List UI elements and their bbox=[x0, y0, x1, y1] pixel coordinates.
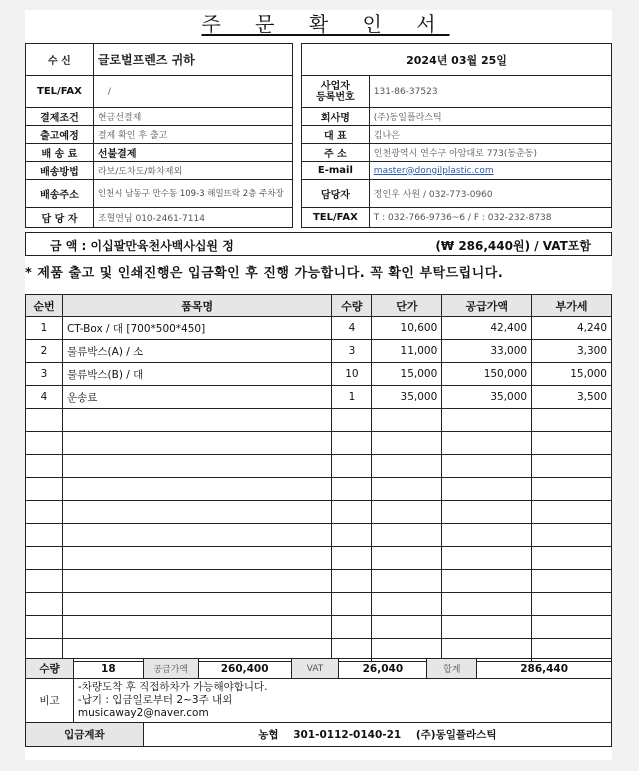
account-value: 농협 301-0112-0140-21 (주)동일플라스틱 bbox=[143, 723, 611, 747]
table-cell bbox=[372, 616, 442, 639]
table-cell bbox=[26, 593, 63, 616]
table-cell bbox=[372, 409, 442, 432]
table-cell bbox=[62, 478, 331, 501]
table-cell bbox=[62, 593, 331, 616]
empty-table-row bbox=[26, 409, 612, 432]
recipient-contact-value: 조혈연님 010-2461-7114 bbox=[93, 208, 292, 228]
table-cell bbox=[442, 478, 532, 501]
address-label: 주 소 bbox=[302, 144, 370, 162]
table-cell bbox=[26, 524, 63, 547]
table-cell bbox=[372, 501, 442, 524]
table-cell bbox=[332, 455, 372, 478]
table-cell bbox=[532, 593, 612, 616]
table-cell bbox=[332, 501, 372, 524]
table-cell bbox=[26, 547, 63, 570]
table-cell: 3,300 bbox=[532, 340, 612, 363]
table-cell: 1 bbox=[26, 317, 63, 340]
table-cell: 150,000 bbox=[442, 363, 532, 386]
table-cell: 4 bbox=[332, 317, 372, 340]
items-table bbox=[25, 294, 612, 662]
empty-table-row bbox=[26, 455, 612, 478]
account-row bbox=[26, 723, 612, 747]
recipient-tel-label: TEL/FAX bbox=[26, 76, 94, 108]
remarks-content bbox=[73, 679, 611, 723]
shipping-schedule-label: 출고예정 bbox=[26, 126, 94, 144]
table-cell bbox=[372, 570, 442, 593]
table-cell: 11,000 bbox=[372, 340, 442, 363]
total-supply-label: 공급가액 bbox=[143, 659, 198, 679]
table-cell bbox=[26, 432, 63, 455]
table-cell bbox=[442, 432, 532, 455]
table-cell: 10,600 bbox=[372, 317, 442, 340]
table-cell bbox=[332, 616, 372, 639]
ceo-label: 대 표 bbox=[302, 126, 370, 144]
summary-table bbox=[25, 658, 612, 747]
table-cell bbox=[442, 616, 532, 639]
table-cell bbox=[332, 524, 372, 547]
supplier-tel-label: TEL/FAX bbox=[302, 208, 370, 228]
amount-value: (₩ 286,440원) / VAT포함 bbox=[435, 239, 591, 253]
remark-email: musicaway2@naver.com bbox=[77, 707, 209, 719]
amount-label: 금 액 : 이십팔만육천사백사십원 정 bbox=[50, 239, 234, 253]
table-cell bbox=[442, 409, 532, 432]
table-cell bbox=[26, 501, 63, 524]
table-cell bbox=[442, 455, 532, 478]
table-cell bbox=[62, 570, 331, 593]
table-cell bbox=[26, 455, 63, 478]
table-cell: 물류박스(B) / 대 bbox=[62, 363, 331, 386]
ceo-value: 김나은 bbox=[369, 126, 611, 144]
header-item: 품목명 bbox=[62, 295, 331, 317]
payment-terms-value: 현금선결제 bbox=[93, 108, 292, 126]
table-cell bbox=[532, 547, 612, 570]
table-cell bbox=[532, 501, 612, 524]
table-cell bbox=[62, 501, 331, 524]
totals-row bbox=[26, 659, 612, 679]
shipping-method-label: 배송방법 bbox=[26, 162, 94, 180]
order-date: 2024년 03월 25일 bbox=[302, 44, 612, 76]
table-cell bbox=[332, 478, 372, 501]
recipient-contact-label: 담 당 자 bbox=[26, 208, 94, 228]
table-cell bbox=[372, 547, 442, 570]
table-cell bbox=[532, 409, 612, 432]
email-label: E-mail bbox=[302, 162, 370, 180]
table-cell: 15,000 bbox=[532, 363, 612, 386]
total-qty-label: 수량 bbox=[26, 659, 74, 679]
notice-text: * 제품 출고 및 인쇄진행은 입금확인 후 진행 가능합니다. 꼭 확인 부탁드립니다. bbox=[25, 266, 504, 281]
recipient-info-table bbox=[25, 43, 293, 228]
empty-table-row bbox=[26, 593, 612, 616]
grand-total-label: 합계 bbox=[427, 659, 477, 679]
empty-table-row bbox=[26, 524, 612, 547]
table-cell bbox=[372, 593, 442, 616]
recipient-tel-value: / bbox=[93, 76, 292, 108]
empty-table-row bbox=[26, 616, 612, 639]
recipient-label: 수 신 bbox=[26, 44, 94, 76]
table-cell bbox=[532, 570, 612, 593]
table-cell bbox=[532, 478, 612, 501]
table-cell bbox=[442, 524, 532, 547]
company-name-value: (주)동일플라스틱 bbox=[369, 108, 611, 126]
table-cell bbox=[372, 478, 442, 501]
shipping-address-label: 배송주소 bbox=[26, 180, 94, 208]
table-row bbox=[26, 363, 612, 386]
table-cell: 10 bbox=[332, 363, 372, 386]
header-supply: 공급가액 bbox=[442, 295, 532, 317]
empty-table-row bbox=[26, 547, 612, 570]
remarks-label: 비고 bbox=[26, 679, 74, 723]
table-cell: 3,500 bbox=[532, 386, 612, 409]
table-cell: 3 bbox=[26, 363, 63, 386]
table-cell bbox=[332, 570, 372, 593]
table-cell bbox=[372, 524, 442, 547]
company-name-label: 회사명 bbox=[302, 108, 370, 126]
total-supply: 260,400 bbox=[198, 659, 291, 679]
remarks-row bbox=[26, 679, 612, 723]
table-cell bbox=[26, 570, 63, 593]
shipping-address-value: 인천시 남동구 만수동 109-3 해밀뜨락 2층 주차장 bbox=[93, 180, 292, 208]
table-cell: 35,000 bbox=[442, 386, 532, 409]
supplier-tel-value: T : 032-766-9736~6 / F : 032-232-8738 bbox=[369, 208, 611, 228]
table-cell bbox=[332, 547, 372, 570]
table-cell bbox=[26, 616, 63, 639]
empty-table-row bbox=[26, 501, 612, 524]
table-cell: 42,400 bbox=[442, 317, 532, 340]
business-number-label: 사업자 등록번호 bbox=[302, 76, 370, 108]
table-cell: 1 bbox=[332, 386, 372, 409]
supplier-contact-value: 정인우 사원 / 032-773-0960 bbox=[369, 180, 611, 208]
order-confirmation-document bbox=[25, 10, 612, 760]
table-cell: 운송료 bbox=[62, 386, 331, 409]
table-cell: 물류박스(A) / 소 bbox=[62, 340, 331, 363]
table-cell bbox=[442, 570, 532, 593]
total-qty: 18 bbox=[73, 659, 143, 679]
shipping-schedule-value: 결제 확인 후 출고 bbox=[93, 126, 292, 144]
table-cell: CT-Box / 대 [700*500*450] bbox=[62, 317, 331, 340]
items-header-row bbox=[26, 295, 612, 317]
table-cell bbox=[62, 455, 331, 478]
table-cell bbox=[26, 478, 63, 501]
table-cell bbox=[442, 501, 532, 524]
table-cell bbox=[62, 409, 331, 432]
table-cell bbox=[62, 524, 331, 547]
table-cell bbox=[442, 547, 532, 570]
shipping-fee-value: 선불결제 bbox=[93, 144, 292, 162]
empty-table-row bbox=[26, 432, 612, 455]
table-cell: 35,000 bbox=[372, 386, 442, 409]
recipient-value: 글로벌프렌즈 귀하 bbox=[93, 44, 292, 76]
table-cell bbox=[372, 455, 442, 478]
document-title: 주 문 확 인 서 bbox=[201, 12, 450, 36]
table-cell bbox=[332, 409, 372, 432]
table-cell: 3 bbox=[332, 340, 372, 363]
table-cell bbox=[62, 432, 331, 455]
header-unit-price: 단가 bbox=[372, 295, 442, 317]
header-qty: 수량 bbox=[332, 295, 372, 317]
shipping-method-value: 라보/도차도/화차제외 bbox=[93, 162, 292, 180]
header-vat: 부가세 bbox=[532, 295, 612, 317]
remark-line: -납기 : 입금일로부터 2~3주 내외 bbox=[77, 694, 233, 706]
header-no: 순번 bbox=[26, 295, 63, 317]
table-cell bbox=[62, 547, 331, 570]
table-cell: 15,000 bbox=[372, 363, 442, 386]
payment-terms-label: 결제조건 bbox=[26, 108, 94, 126]
table-cell: 2 bbox=[26, 340, 63, 363]
supplier-info-table bbox=[301, 43, 612, 228]
table-cell bbox=[532, 432, 612, 455]
table-cell bbox=[332, 432, 372, 455]
table-cell: 4,240 bbox=[532, 317, 612, 340]
table-cell bbox=[26, 409, 63, 432]
table-cell bbox=[372, 432, 442, 455]
total-vat-label: VAT bbox=[291, 659, 339, 679]
table-cell bbox=[332, 593, 372, 616]
table-cell bbox=[442, 593, 532, 616]
table-row bbox=[26, 317, 612, 340]
business-number-value: 131-86-37523 bbox=[369, 76, 611, 108]
table-row bbox=[26, 340, 612, 363]
table-cell bbox=[532, 455, 612, 478]
table-cell bbox=[532, 616, 612, 639]
table-row bbox=[26, 386, 612, 409]
remark-line: -차량도착 후 직접하차가 가능해야합니다. bbox=[77, 681, 268, 693]
supplier-contact-label: 담당자 bbox=[302, 180, 370, 208]
table-cell: 4 bbox=[26, 386, 63, 409]
table-cell: 33,000 bbox=[442, 340, 532, 363]
empty-table-row bbox=[26, 478, 612, 501]
email-link[interactable]: master@dongilplastic.com bbox=[373, 165, 494, 176]
table-cell bbox=[532, 524, 612, 547]
table-cell bbox=[62, 616, 331, 639]
account-label: 입금계좌 bbox=[26, 723, 144, 747]
empty-table-row bbox=[26, 570, 612, 593]
amount-box bbox=[25, 232, 612, 256]
grand-total: 286,440 bbox=[477, 659, 612, 679]
address-value: 인천광역시 연수구 아암대로 773(동춘동) bbox=[369, 144, 611, 162]
shipping-fee-label: 배 송 료 bbox=[26, 144, 94, 162]
total-vat: 26,040 bbox=[339, 659, 427, 679]
